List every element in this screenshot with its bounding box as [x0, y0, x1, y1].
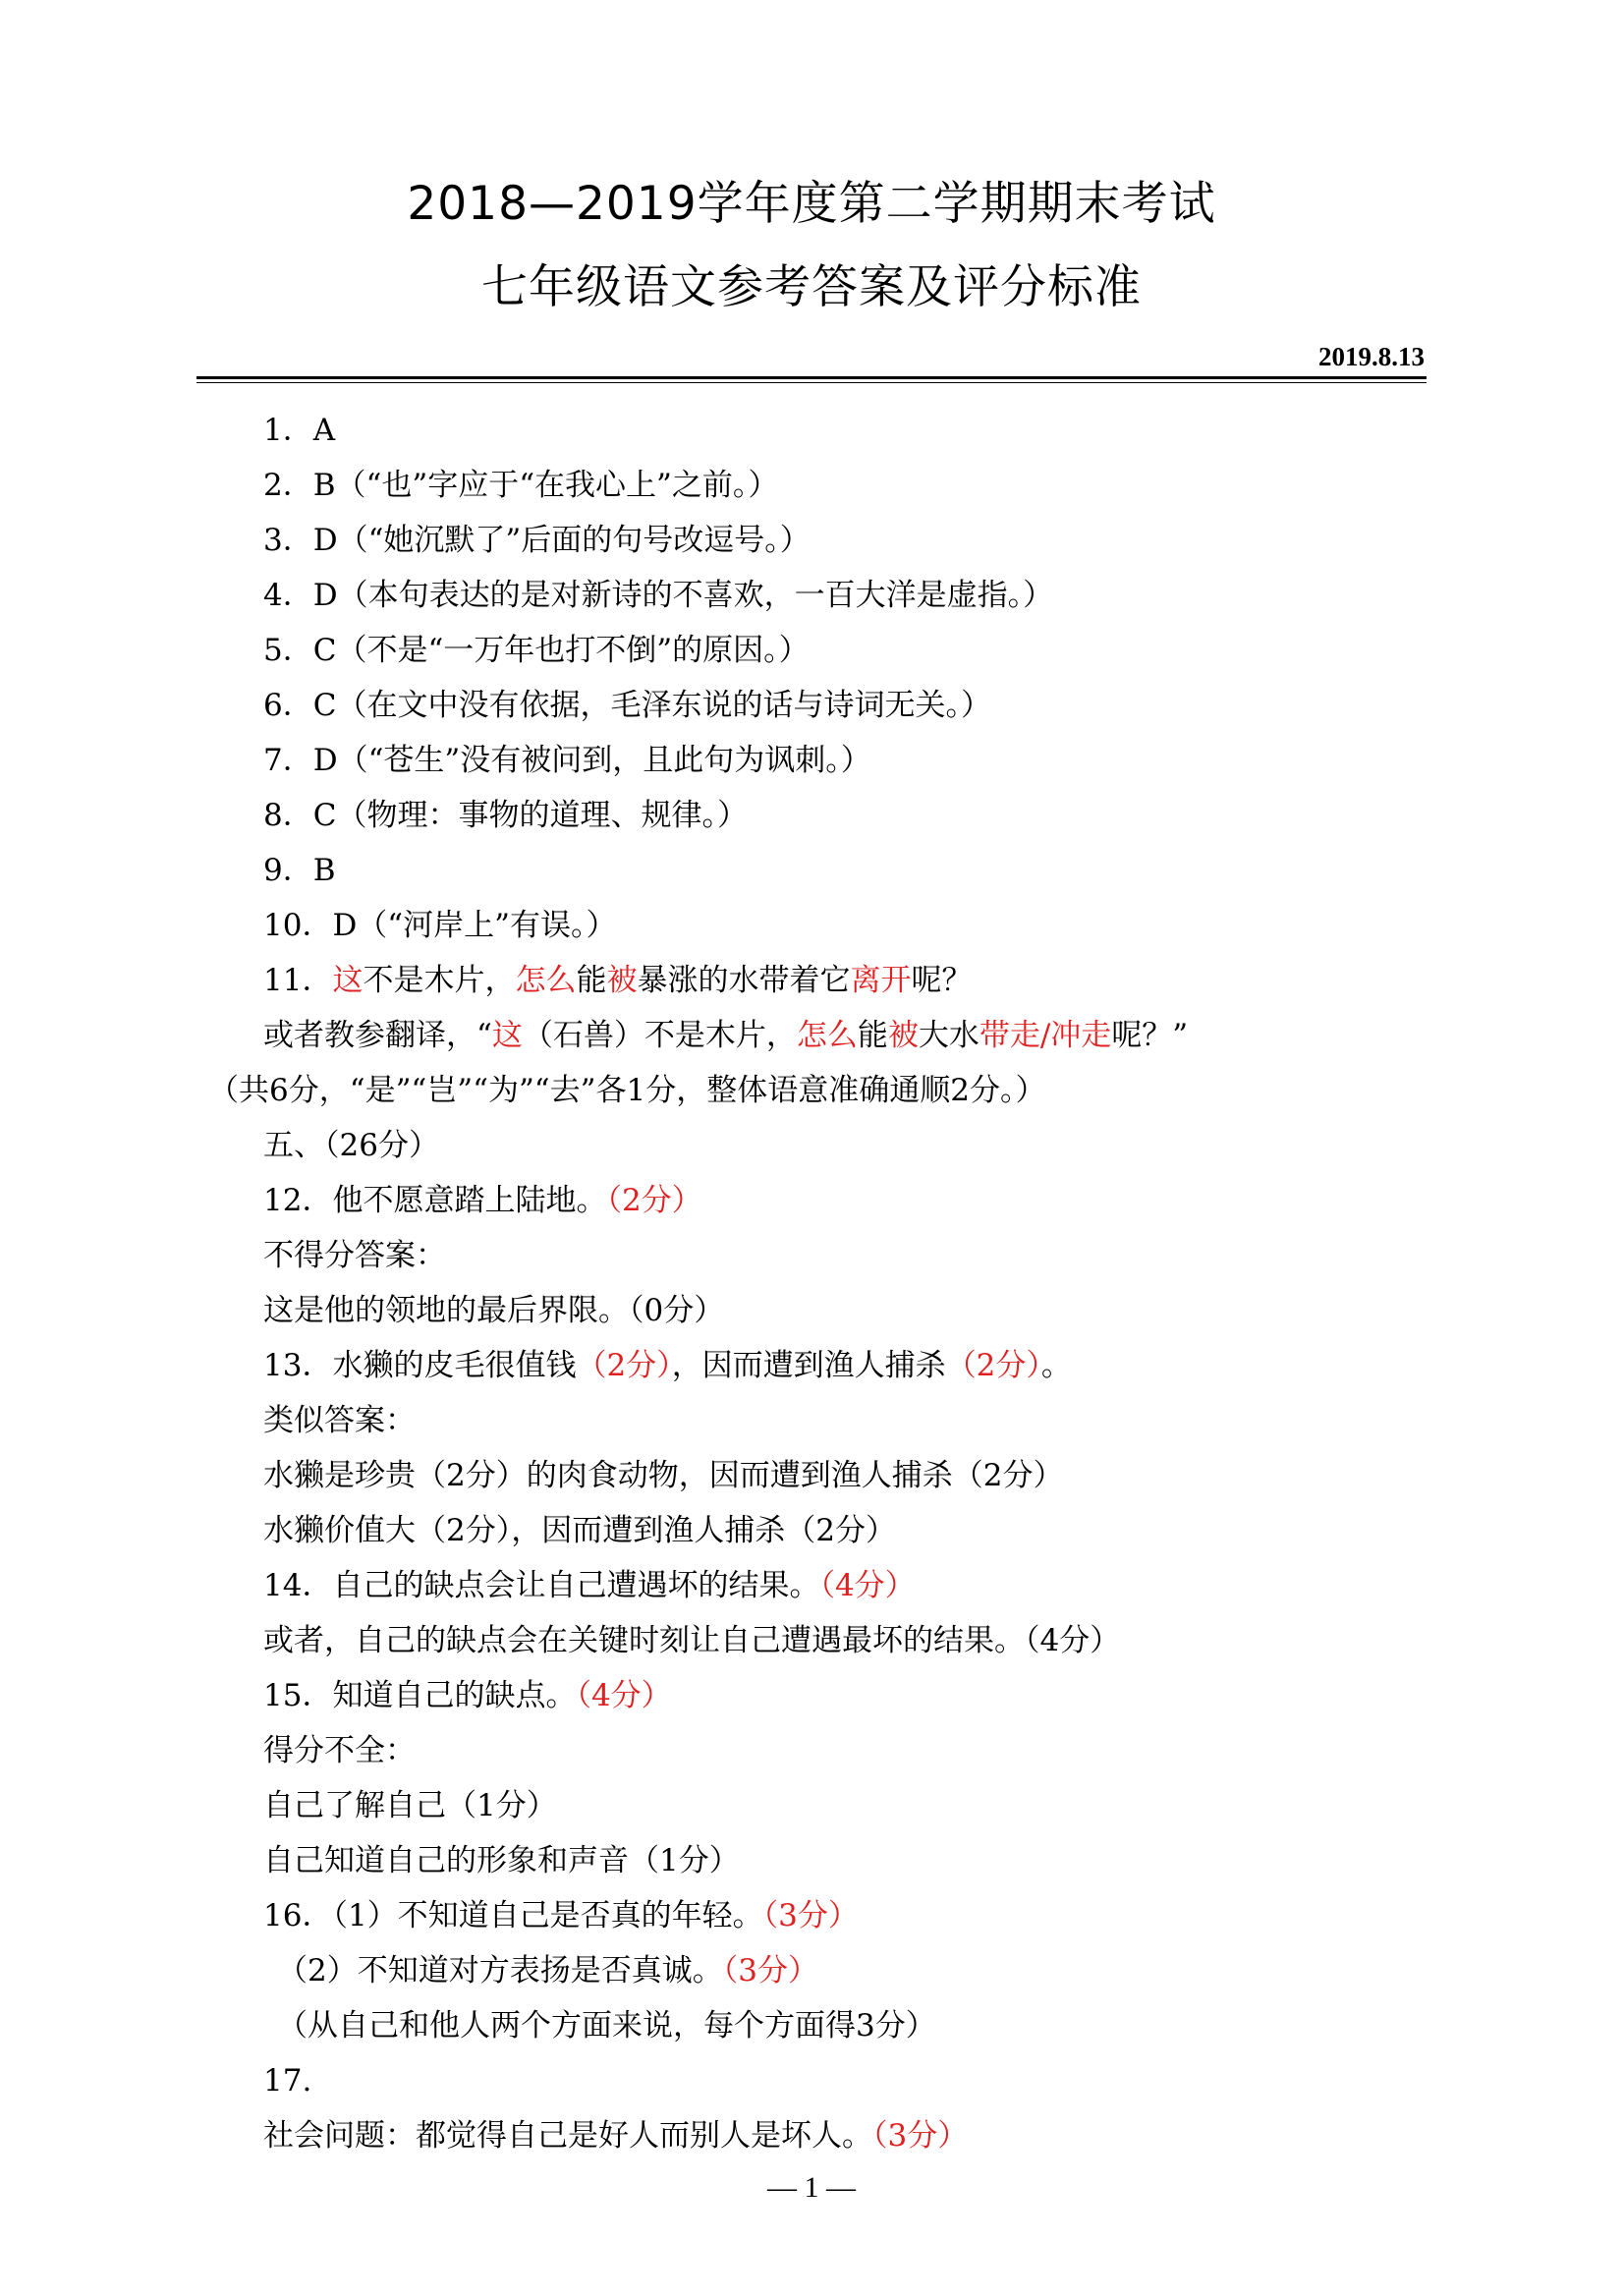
answer-line: [0, 1998, 1623, 2053]
answer-text: （2）不知道对方表扬是否真诚。: [277, 1953, 723, 1988]
highlighted-text: （3分）: [762, 1898, 859, 1933]
answer-text: 14．自己的缺点会让自己遭遇坏的结果。: [263, 1568, 820, 1603]
highlighted-text: 这: [491, 1018, 523, 1053]
answer-text: ，因而遭到渔人捕杀: [671, 1348, 946, 1383]
document-date: 2019.8.13: [1318, 342, 1425, 371]
answer-line: [0, 898, 1623, 953]
header-rule-thick: [196, 376, 1427, 379]
answer-text: 8．C（物理：事物的道理、规律。）: [263, 798, 748, 833]
answer-line: [0, 1778, 1623, 1833]
highlighted-text: （4分）: [576, 1678, 672, 1713]
page-number: — 1 —: [767, 2171, 856, 2204]
answer-line: [0, 568, 1623, 623]
answer-text: 9．B: [263, 853, 336, 888]
answer-text: 暴涨的水带着它: [637, 963, 851, 998]
answer-text: 7．D（“苍生”没有被问到，且此句为讽刺。）: [263, 743, 871, 778]
answer-line: [0, 953, 1623, 1008]
answer-text: 类似答案：: [263, 1403, 416, 1438]
answer-line: [0, 843, 1623, 898]
answer-line: [0, 1118, 1623, 1173]
answer-text: 能: [576, 963, 607, 998]
highlighted-text: 带走/冲走: [979, 1018, 1112, 1053]
answer-text: 不得分答案：: [263, 1238, 446, 1273]
answer-line: [0, 1228, 1623, 1283]
answer-line: [0, 2108, 1623, 2163]
answer-text: 6．C（在文中没有依据，毛泽东说的话与诗词无关。）: [263, 688, 991, 723]
answer-text: 3．D（“她沉默了”后面的句号改逗号。）: [263, 523, 811, 558]
answer-line: [0, 1393, 1623, 1448]
answer-text: （石兽）不是木片，: [522, 1018, 797, 1053]
highlighted-text: （3分）: [722, 1953, 818, 1988]
answer-text: 社会问题：都觉得自己是好人而别人是坏人。: [263, 2118, 872, 2154]
answer-line: [0, 1008, 1623, 1063]
answer-text: 16．（1）不知道自己是否真的年轻。: [263, 1898, 763, 1933]
answer-text: 或者教参翻译，“: [263, 1018, 492, 1053]
answer-text: （共6分，“是”“岂”“为”“去”各1分，整体语意准确通顺2分。）: [208, 1073, 1046, 1108]
answer-text: 自己了解自己（1分）: [263, 1788, 557, 1823]
answer-text: （从自己和他人两个方面来说，每个方面得3分）: [277, 2008, 936, 2044]
highlighted-text: 怎么: [796, 1018, 858, 1053]
answer-text: 得分不全：: [263, 1733, 416, 1768]
answer-text: 10．D（“河岸上”有误。）: [263, 908, 617, 943]
answer-line: [0, 678, 1623, 733]
highlighted-text: 这: [332, 963, 364, 998]
highlighted-text: 被: [606, 963, 638, 998]
answer-line: [0, 458, 1623, 513]
answer-text: 1．A: [263, 413, 336, 448]
answer-text: 。: [1040, 1348, 1072, 1383]
answer-line: [0, 733, 1623, 788]
answer-text: 17.: [263, 2063, 312, 2099]
document-title: 2018—2019学年度第二学期期末考试: [407, 177, 1216, 231]
answer-line: [0, 1173, 1623, 1228]
answer-line: [0, 1448, 1623, 1503]
answer-line: [0, 2053, 1623, 2108]
answer-list: [0, 403, 1623, 2163]
answer-line: [0, 1888, 1623, 1943]
header-rule-thin: [196, 382, 1427, 383]
answer-text: 5．C（不是“一万年也打不倒”的原因。）: [263, 633, 810, 668]
answer-text: 能: [857, 1018, 888, 1053]
answer-text: 13．水獭的皮毛很值钱: [263, 1348, 577, 1383]
answer-text: 呢？: [911, 963, 973, 998]
answer-text: 大水: [918, 1018, 979, 1053]
highlighted-text: （2分）: [945, 1348, 1041, 1383]
answer-text: 2．B（“也”字应于“在我心上”之前。）: [263, 468, 779, 503]
answer-line: [0, 1833, 1623, 1888]
answer-line: [0, 1558, 1623, 1613]
answer-line: [0, 1503, 1623, 1558]
answer-text: 水獭价值大（2分），因而遭到渔人捕杀（2分）: [263, 1513, 896, 1548]
highlighted-text: 怎么: [515, 963, 577, 998]
answer-text: 或者，自己的缺点会在关键时刻让自己遭遇最坏的结果。（4分）: [263, 1623, 1121, 1658]
document-subtitle: 七年级语文参考答案及评分标准: [481, 260, 1142, 314]
answer-line: [0, 1668, 1623, 1723]
highlighted-text: 被: [887, 1018, 919, 1053]
answer-line: [0, 788, 1623, 843]
highlighted-text: （2分）: [576, 1348, 672, 1383]
highlighted-text: （4分）: [819, 1568, 916, 1603]
answer-line: [0, 403, 1623, 458]
answer-line: [0, 1063, 1623, 1118]
answer-text: 15．知道自己的缺点。: [263, 1678, 577, 1713]
answer-line: [0, 1283, 1623, 1338]
answer-text: 4．D（本句表达的是对新诗的不喜欢，一百大洋是虚指。）: [263, 578, 1054, 613]
answer-line: [0, 1338, 1623, 1393]
answer-text: 自己知道自己的形象和声音（1分）: [263, 1843, 740, 1878]
answer-text: 水獭是珍贵（2分）的肉食动物，因而遭到渔人捕杀（2分）: [263, 1458, 1064, 1493]
highlighted-text: 离开: [850, 963, 912, 998]
answer-line: [0, 1943, 1623, 1998]
answer-text: 这是他的领地的最后界限。（0分）: [263, 1293, 725, 1328]
answer-line: [0, 1723, 1623, 1778]
answer-line: [0, 623, 1623, 678]
highlighted-text: （3分）: [872, 2118, 969, 2154]
answer-text: 11．: [263, 963, 333, 998]
answer-text: 不是木片，: [363, 963, 516, 998]
answer-text: 五、（26分）: [263, 1128, 439, 1163]
answer-text: 呢？”: [1111, 1018, 1189, 1053]
answer-line: [0, 1613, 1623, 1668]
answer-line: [0, 513, 1623, 568]
answer-text: 12．他不愿意踏上陆地。: [263, 1183, 607, 1218]
highlighted-text: （2分）: [606, 1183, 702, 1218]
